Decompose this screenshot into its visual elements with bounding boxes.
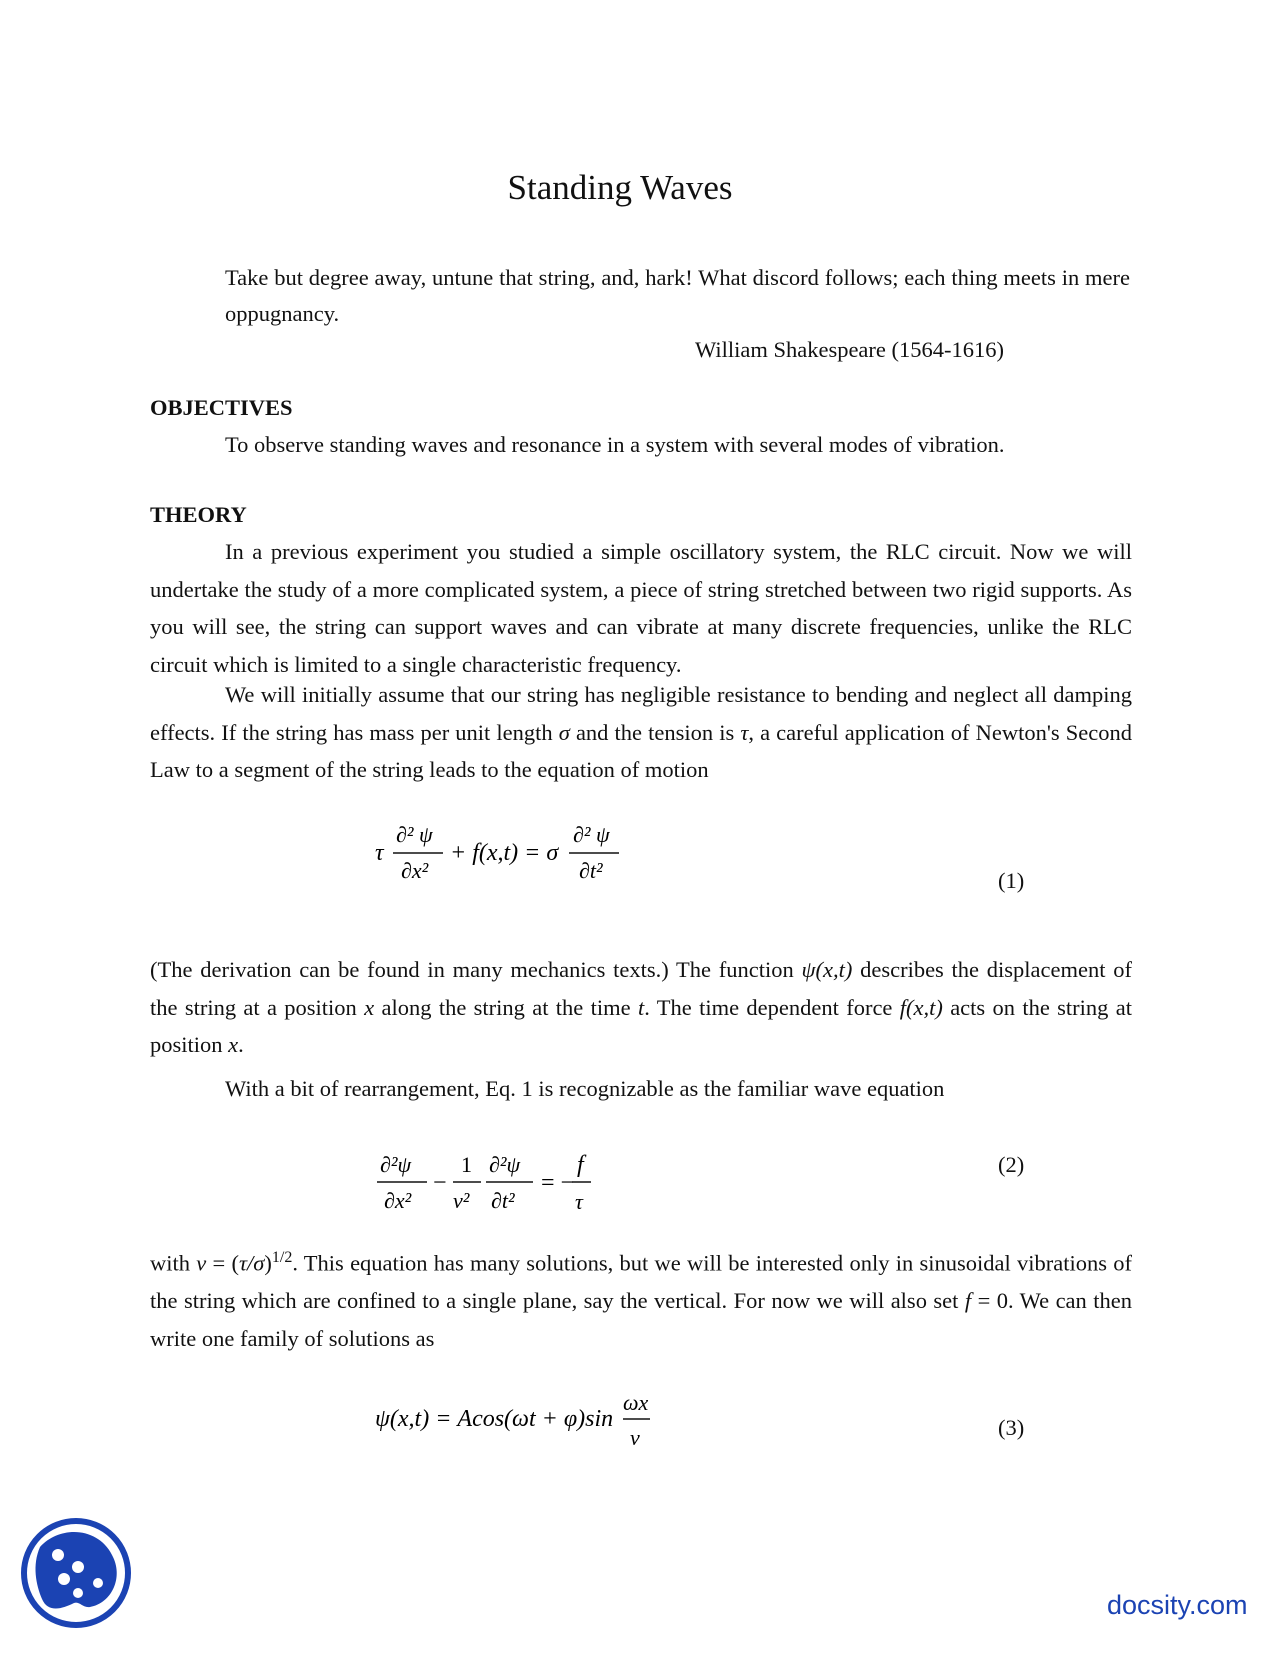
eq1-den-right: ∂t² [579,858,603,883]
eq2-minus: − [433,1170,447,1196]
eq2-den4: τ [575,1189,583,1214]
theory-heading: THEORY [150,502,247,527]
eq3-num: ωx [623,1390,649,1415]
eq1-middle: + f(x,t) = σ [450,840,559,866]
eq2-den3: ∂t² [491,1188,515,1213]
eq1-tau: τ [375,840,384,866]
eq3-den: v [630,1425,640,1450]
objectives-heading: OBJECTIVES [150,395,293,420]
theory-paragraph-4: With a bit of rearrangement, Eq. 1 is recognizable as the familiar wave equation [225,1076,945,1101]
eq2-num4: f [577,1152,584,1178]
eq2-num3: ∂²ψ [489,1152,521,1177]
equation-2 [375,1140,675,1220]
document-title: Standing Waves [507,168,733,207]
eq2-equals: = − [541,1170,575,1196]
docsity-brand-link[interactable]: docsity.com [1107,1590,1248,1620]
equation-3-number: (3) [998,1415,1025,1440]
eq3-lhs: ψ(x,t) = Acos(ωt + φ)sin [375,1406,614,1432]
eq2-den1: ∂x² [384,1188,412,1213]
theory-paragraph-5: with $v = (\tau/\sigma)^{1/2}$. This equation has many solutions, but we will be interested only in sinusoidal vibrations of the string which are confined to a single plane, say the vertical. For now we will also set f = 0. We can then write one family of solutions as [150,1249,1132,1351]
epigraph-attribution: William Shakespeare (1564-1616) [695,337,1005,362]
docsity-logo-icon[interactable] [20,1517,132,1629]
theory-paragraph-2: We will initially assume that our string has negligible resistance to bending and neglect all damping effects. If the string has mass per unit length σ and the tension is τ, a careful application of Newton's Second Law to a segment of the string leads to the equation of motion [150,682,1132,782]
theory-paragraph-1: In a previous experiment you studied a simple oscillatory system, the RLC circuit. Now we will undertake the study of a more complicated system, a piece of string stretched between two rigid supports. As you will see, the string can support waves and can vibrate at many discrete frequencies, unlike the RLC circuit which is limited to a single characteristic frequency. [150,539,1132,677]
equation-2-number: (2) [998,1152,1025,1177]
epigraph-quote: Take but degree away, untune that string, and, hark! What discord follows; each thing meets in mere oppugnancy. [225,265,1130,326]
equation-3 [375,1382,695,1462]
theory-paragraph-3: (The derivation can be found in many mechanics texts.) The function ψ(x,t) describes the displacement of the string at a position x along the string at the time t. The time dependent force f(x,t) acts on the string at position x. [150,957,1132,1057]
eq2-num1: ∂²ψ [380,1152,412,1177]
objectives-text: To observe standing waves and resonance in a system with several modes of vibration. [225,432,1005,457]
eq2-den2: v² [453,1188,470,1213]
equation-1 [375,812,695,892]
eq1-num-left: ∂² ψ [396,822,433,847]
eq2-num2: 1 [461,1152,472,1177]
eq1-den-left: ∂x² [401,858,429,883]
equation-1-number: (1) [998,868,1025,893]
eq1-num-right: ∂² ψ [573,822,610,847]
